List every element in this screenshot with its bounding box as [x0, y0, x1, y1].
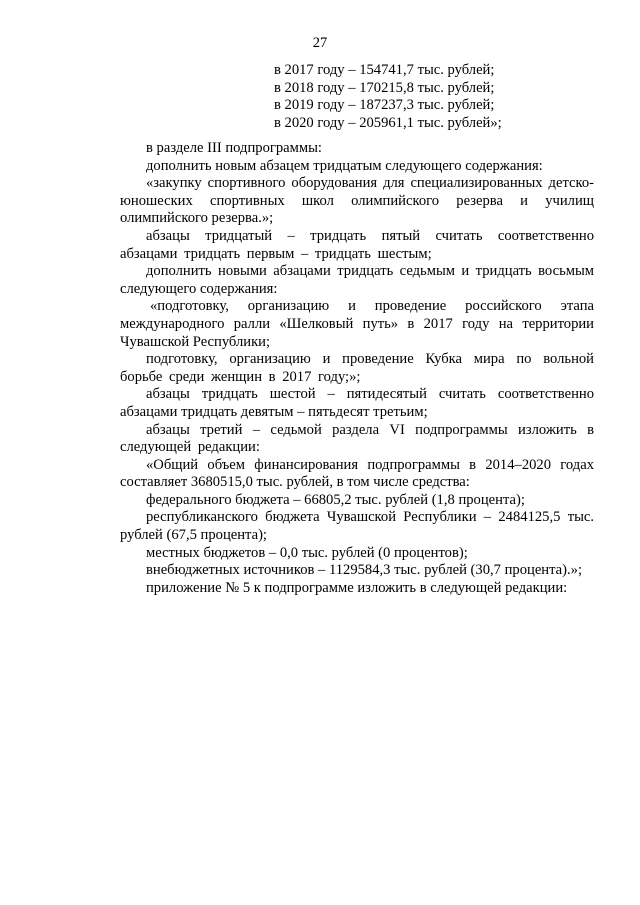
- paragraph-equipment-purchase: «закупку спортивного оборудования для специализированных детско-юношеских спортивных школ олимпийского резерва и училищ олимпийского резерва.»;: [120, 175, 594, 227]
- paragraph-appendix-5: приложение № 5 к подпрограмме изложить в следующей редакции:: [146, 579, 568, 596]
- funding-line-2019: в 2019 году – 187237,3 тыс. рублей;: [274, 97, 495, 114]
- paragraph-republican-budget: республиканского бюджета Чувашской Республики – 2484125,5 тыс. рублей (67,5 процента);: [120, 509, 594, 544]
- paragraph-federal-budget: федерального бюджета – 66805,2 тыс. рублей (1,8 процента);: [146, 491, 525, 508]
- paragraph-silk-way-rally: «подготовку, организацию и проведение российского этапа международного ралли «Шелковый путь» в 2017 году на территории Чувашской Республики;: [120, 298, 594, 350]
- document-body: [120, 140, 594, 597]
- paragraph-renumber-36-50: абзацы тридцать шестой – пятидесятый считать соответственно абзацами тридцать девятым – пятьдесят третьим;: [120, 386, 594, 420]
- funding-line-2020: в 2020 году – 205961,1 тыс. рублей»;: [274, 114, 502, 131]
- funding-line-2017: в 2017 году – 154741,7 тыс. рублей;: [274, 62, 495, 78]
- paragraph-local-budgets: местных бюджетов – 0,0 тыс. рублей (0 процентов);: [146, 544, 468, 561]
- paragraph-total-funding: «Общий объем финансирования подпрограммы в 2014–2020 годах составляет 3680515,0 тыс. рублей, в том числе средства:: [120, 456, 594, 491]
- paragraph-extrabudgetary: внебюджетных источников – 1129584,3 тыс. рублей (30,7 процента).»;: [146, 562, 582, 579]
- paragraph-add-37-38: дополнить новыми абзацами тридцать седьмым и тридцать восьмым следующего содержания:: [120, 263, 594, 297]
- paragraph-renumber-30-35: абзацы тридцатый – тридцать пятый считать соответственно абзацами тридцать первым – тридцать шестым;: [120, 227, 594, 262]
- page-number: 27: [312, 35, 328, 51]
- funding-by-year-list: [274, 62, 574, 132]
- paragraph-wrestling-world-cup: подготовку, организацию и проведение Кубка мира по вольной борьбе среди женщин в 2017 году;»;: [120, 351, 594, 385]
- paragraph-section-vi: абзацы третий – седьмой раздела VI подпрограммы изложить в следующей редакции:: [120, 421, 594, 456]
- paragraph-section-iii: в разделе III подпрограммы:: [146, 140, 322, 156]
- funding-line-2018: в 2018 году – 170215,8 тыс. рублей;: [274, 79, 495, 96]
- paragraph-add-thirtieth: дополнить новым абзацем тридцатым следующего содержания:: [146, 157, 543, 174]
